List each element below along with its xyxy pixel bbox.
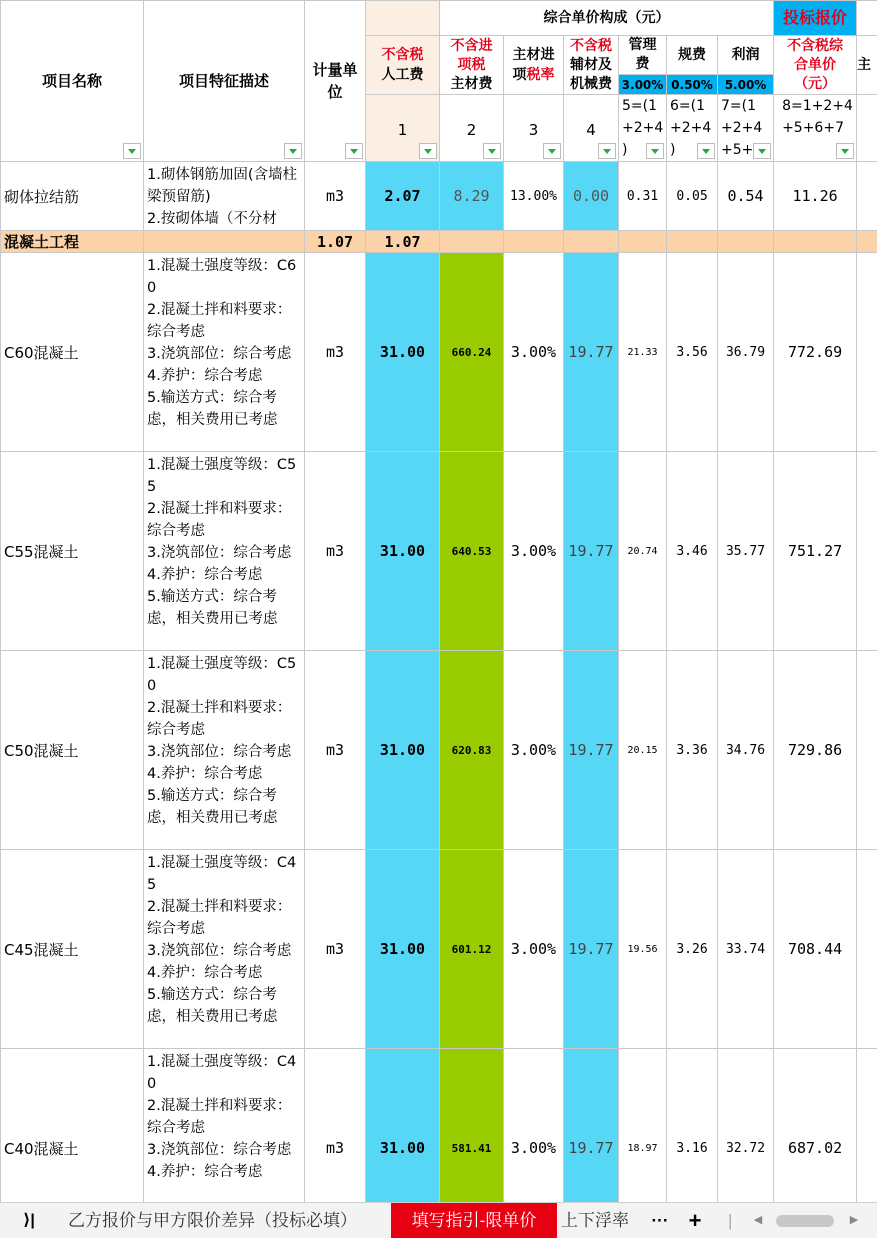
index-4: 4 [564, 95, 619, 162]
add-sheet-icon[interactable]: + [682, 1203, 708, 1238]
row-mgmt[interactable]: 19.56 [619, 850, 667, 1049]
scroll-left-icon[interactable]: ◀ [750, 1203, 766, 1238]
tab-float-rate[interactable]: 上下浮率 [561, 1203, 635, 1238]
row-desc[interactable]: 1.混凝土强度等级：C40 2.混凝土拌和料要求：综合考虑 3.浇筑部位：综合考虑 4.养护：综合考虑 [144, 1049, 305, 1203]
row-aux[interactable]: 0.00 [564, 162, 619, 231]
row-profit[interactable]: 32.72 [718, 1049, 774, 1203]
row-material[interactable]: 660.24 [440, 253, 504, 452]
row-material[interactable]: 8.29 [440, 162, 504, 231]
row-unit[interactable]: m3 [305, 162, 366, 231]
last-sheet-icon[interactable]: ⟩| [14, 1203, 44, 1238]
row-material[interactable]: 640.53 [440, 452, 504, 651]
header-mgmt: 管理 费 [619, 36, 667, 75]
row-fee[interactable]: 0.05 [667, 162, 718, 231]
filter-dropdown-icon[interactable] [123, 143, 141, 159]
row-desc[interactable]: 1.砌体钢筋加固(含墙柱梁预留筋) 2.按砌体墙（不分材 [144, 162, 305, 231]
header-bid-group: 投标报价 [774, 1, 857, 36]
row-labor[interactable]: 31.00 [366, 850, 440, 1049]
header-profit: 利润 [718, 36, 774, 75]
filter-dropdown-icon[interactable] [543, 143, 561, 159]
row-total[interactable]: 772.69 [774, 253, 857, 452]
row-mgmt[interactable]: 20.15 [619, 651, 667, 850]
filter-dropdown-icon[interactable] [836, 143, 854, 159]
row-unit[interactable]: m3 [305, 253, 366, 452]
row-rate[interactable]: 3.00% [504, 651, 564, 850]
row-profit[interactable]: 34.76 [718, 651, 774, 850]
tab-guide-unit-price[interactable]: 填写指引-限单价 [391, 1203, 557, 1238]
filter-dropdown-icon[interactable] [284, 143, 302, 159]
formula-8: 8=1+2+4 +5+6+7 [774, 95, 857, 162]
row-total[interactable]: 687.02 [774, 1049, 857, 1203]
index-2: 2 [440, 95, 504, 162]
header-material: 不含进 项税 主材费 [440, 36, 504, 95]
row-rate[interactable]: 3.00% [504, 452, 564, 651]
row-mgmt[interactable]: 0.31 [619, 162, 667, 231]
row-aux[interactable]: 19.77 [564, 850, 619, 1049]
row-aux[interactable]: 19.77 [564, 452, 619, 651]
table-row[interactable] [1, 1049, 877, 1203]
row-fee[interactable]: 3.16 [667, 1049, 718, 1203]
row-total[interactable]: 11.26 [774, 162, 857, 231]
row-unit[interactable]: m3 [305, 452, 366, 651]
header-extra: 主 [857, 36, 877, 95]
row-rate[interactable]: 13.00% [504, 162, 564, 231]
row-profit[interactable]: 35.77 [718, 452, 774, 651]
filter-dropdown-icon[interactable] [646, 143, 664, 159]
header-composition-group: 综合单价构成（元） [440, 1, 774, 36]
filter-dropdown-icon[interactable] [598, 143, 616, 159]
pct-mgmt[interactable]: 3.00% [619, 75, 667, 95]
row-profit[interactable]: 0.54 [718, 162, 774, 231]
section-row[interactable] [1, 231, 877, 253]
filter-dropdown-icon[interactable] [753, 143, 771, 159]
table-row[interactable] [1, 850, 877, 1049]
row-desc[interactable]: 1.混凝土强度等级：C55 2.混凝土拌和料要求：综合考虑 3.浇筑部位：综合考虑 4.养护：综合考虑 5.输送方式：综合考虑，相关费用已考虑 [144, 452, 305, 651]
row-material[interactable]: 620.83 [440, 651, 504, 850]
row-fee[interactable]: 3.56 [667, 253, 718, 452]
index-1: 1 [366, 95, 440, 162]
row-name[interactable]: C60混凝土 [1, 253, 144, 452]
row-labor[interactable]: 2.07 [366, 162, 440, 231]
row-name[interactable]: C45混凝土 [1, 850, 144, 1049]
table-row[interactable] [1, 452, 877, 651]
section-value-2[interactable]: 1.07 [366, 231, 440, 253]
row-labor[interactable]: 31.00 [366, 1049, 440, 1203]
filter-dropdown-icon[interactable] [345, 143, 363, 159]
pct-profit[interactable]: 5.00% [718, 75, 774, 95]
row-labor[interactable]: 31.00 [366, 253, 440, 452]
row-unit[interactable]: m3 [305, 1049, 366, 1203]
row-rate[interactable]: 3.00% [504, 850, 564, 1049]
row-mgmt[interactable]: 21.33 [619, 253, 667, 452]
row-aux[interactable]: 19.77 [564, 253, 619, 452]
row-material[interactable]: 601.12 [440, 850, 504, 1049]
row-desc[interactable]: 1.混凝土强度等级：C50 2.混凝土拌和料要求：综合考虑 3.浇筑部位：综合考虑 4.养护：综合考虑 5.输送方式：综合考虑，相关费用已考虑 [144, 651, 305, 850]
row-aux[interactable]: 19.77 [564, 651, 619, 850]
row-name[interactable]: C50混凝土 [1, 651, 144, 850]
table-row[interactable] [1, 651, 877, 850]
formula-7: 7=(1 +2+4 +5+ [718, 95, 774, 162]
row-labor[interactable]: 31.00 [366, 651, 440, 850]
header-rate: 主材进 项税率 [504, 36, 564, 95]
row-desc[interactable]: 1.混凝土强度等级：C45 2.混凝土拌和料要求：综合考虑 3.浇筑部位：综合考虑 4.养护：综合考虑 5.输送方式：综合考虑，相关费用已考虑 [144, 850, 305, 1049]
row-rate[interactable]: 3.00% [504, 253, 564, 452]
row-name[interactable]: 砌体拉结筋 [1, 162, 144, 231]
row-labor[interactable]: 31.00 [366, 452, 440, 651]
row-fee[interactable]: 3.36 [667, 651, 718, 850]
scroll-right-icon[interactable]: ▶ [846, 1203, 862, 1238]
row-mgmt[interactable]: 18.97 [619, 1049, 667, 1203]
header-project-name: 项目名称 [1, 1, 144, 162]
more-icon[interactable]: ··· [646, 1203, 674, 1238]
filter-dropdown-icon[interactable] [697, 143, 715, 159]
row-name[interactable]: C40混凝土 [1, 1049, 144, 1203]
header-total: 不含税综 合单价 （元） [774, 36, 857, 95]
header-aux: 不含税 辅材及 机械费 [564, 36, 619, 95]
header-project-desc: 项目特征描述 [144, 1, 305, 162]
header-unit: 计量单位 [305, 1, 366, 162]
row-total[interactable]: 751.27 [774, 452, 857, 651]
index-3: 3 [504, 95, 564, 162]
table-row[interactable] [1, 162, 877, 231]
pct-fee[interactable]: 0.50% [667, 75, 718, 95]
row-total[interactable]: 729.86 [774, 651, 857, 850]
sheet-tab-bar: ⟩| 乙方报价与甲方限价差异（投标必填） 填写指引-限单价 上下浮率 ··· + | ◀ ▶ [0, 1202, 877, 1238]
row-unit[interactable]: m3 [305, 651, 366, 850]
section-title[interactable]: 混凝土工程 [1, 231, 144, 253]
section-value-1[interactable]: 1.07 [305, 231, 366, 253]
tab-price-difference[interactable]: 乙方报价与甲方限价差异（投标必填） [68, 1203, 388, 1238]
row-profit[interactable]: 36.79 [718, 253, 774, 452]
row-total[interactable]: 708.44 [774, 850, 857, 1049]
formula-6: 6=(1 +2+4 ) [667, 95, 718, 162]
header-labor: 不含税 人工费 [366, 36, 440, 95]
header-fee: 规费 [667, 36, 718, 75]
horizontal-scrollbar[interactable] [776, 1215, 834, 1227]
formula-5: 5=(1 +2+4 ) [619, 95, 667, 162]
table-row[interactable] [1, 253, 877, 452]
row-name[interactable]: C55混凝土 [1, 452, 144, 651]
row-fee[interactable]: 3.26 [667, 850, 718, 1049]
row-mgmt[interactable]: 20.74 [619, 452, 667, 651]
row-aux[interactable]: 19.77 [564, 1049, 619, 1203]
row-profit[interactable]: 33.74 [718, 850, 774, 1049]
filter-dropdown-icon[interactable] [483, 143, 501, 159]
row-desc[interactable]: 1.混凝土强度等级：C60 2.混凝土拌和料要求：综合考虑 3.浇筑部位：综合考虑 4.养护：综合考虑 5.输送方式：综合考虑，相关费用已考虑 [144, 253, 305, 452]
row-unit[interactable]: m3 [305, 850, 366, 1049]
filter-dropdown-icon[interactable] [419, 143, 437, 159]
row-rate[interactable]: 3.00% [504, 1049, 564, 1203]
row-fee[interactable]: 3.46 [667, 452, 718, 651]
row-material[interactable]: 581.41 [440, 1049, 504, 1203]
